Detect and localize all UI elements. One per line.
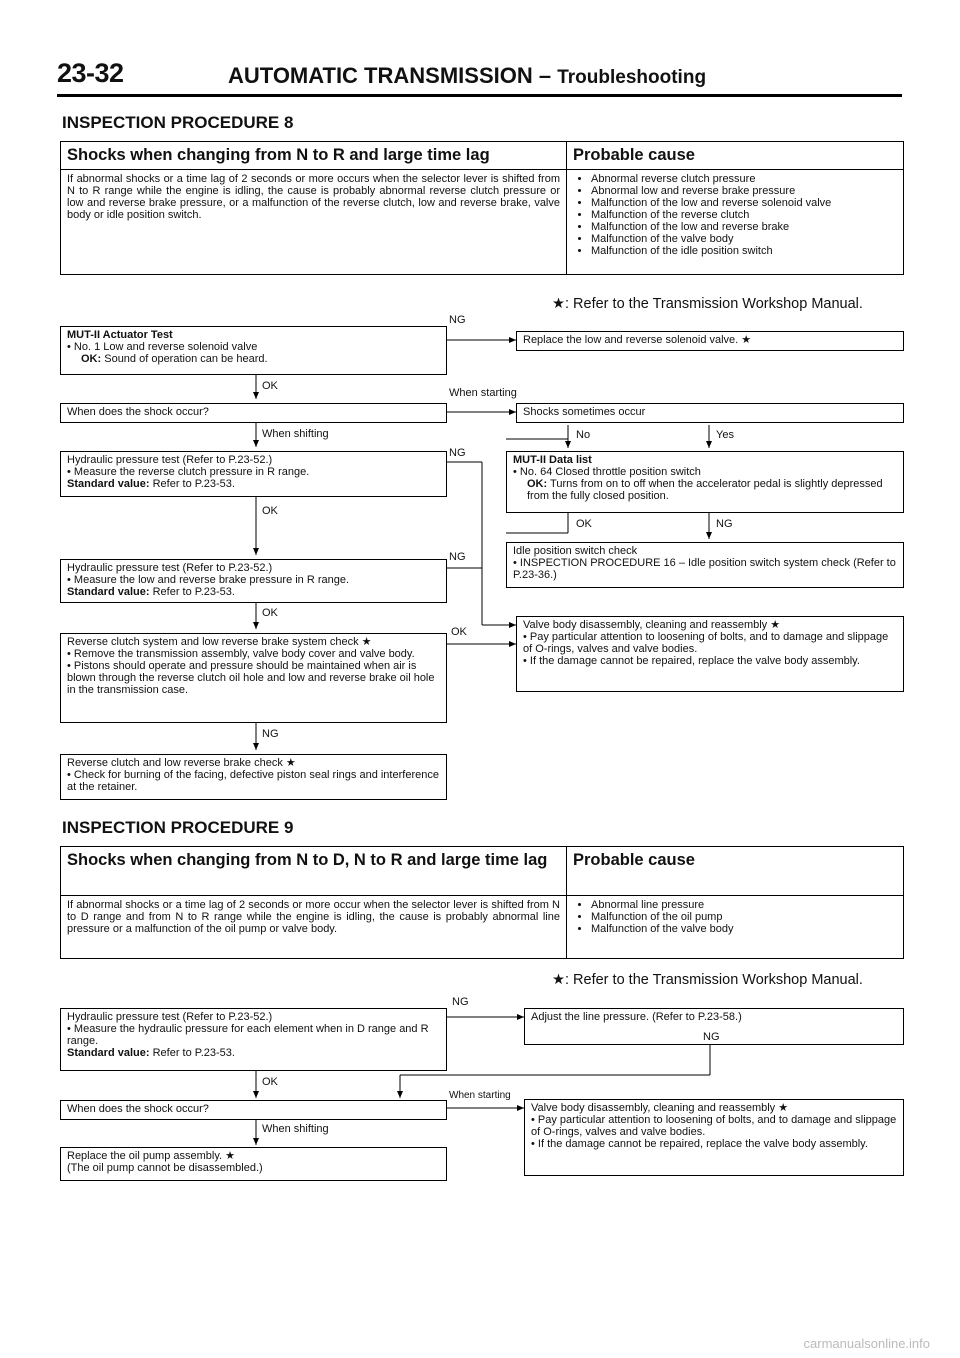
proc9-when-shock-box: When does the shock occur? (60, 1100, 447, 1120)
proc9-label-ng: NG (703, 1031, 720, 1043)
proc8-revsys-item1: • Remove the transmission assembly, valve body cover and valve body. (67, 648, 415, 660)
proc8-cause-item: • Malfunction of the reverse clutch (591, 209, 897, 221)
proc9-title: INSPECTION PROCEDURE 9 (62, 818, 294, 837)
proc8-valve-item1: • Pay particular attention to loosening of bolts, and to damage and slippage of O-rings, valves and valve bodies. (523, 631, 889, 655)
proc8-idle-title: Idle position switch check (513, 545, 638, 557)
proc8-label-ng: NG (716, 518, 733, 530)
proc9-cause-item: • Malfunction of the valve body (591, 923, 897, 935)
proc8-cause-item: • Malfunction of the valve body (591, 233, 897, 245)
proc9-valve-title: Valve body disassembly, cleaning and reassembly ★ (531, 1102, 789, 1114)
proc8-label-ng: NG (449, 314, 466, 326)
proc8-label-ok: OK (451, 626, 467, 638)
proc9-label-when-shifting: When shifting (262, 1123, 329, 1135)
proc8-shocks-sometimes-box: Shocks sometimes occur (516, 403, 904, 423)
proc8-mutdata-ok-label: OK: (527, 478, 548, 490)
proc8-mut-ok: Sound of operation can be heard. (104, 353, 268, 365)
proc8-label-ng: NG (449, 447, 466, 459)
proc9-hyd-title: Hydraulic pressure test (Refer to P.23-52.) (67, 1011, 273, 1023)
proc9-cause-item: • Abnormal line pressure (591, 899, 897, 911)
proc9-valve-item2: • If the damage cannot be repaired, replace the valve body assembly. (531, 1138, 868, 1150)
header-title: AUTOMATIC TRANSMISSION (228, 63, 533, 88)
proc8-valve-box (516, 616, 904, 692)
proc9-pump-box (60, 1147, 447, 1181)
proc8-label-ok: OK (262, 607, 278, 619)
proc9-cause-item: • Malfunction of the oil pump (591, 911, 897, 923)
proc8-hyd2-box (60, 559, 447, 603)
proc8-label-no: No (576, 429, 591, 441)
proc8-cause-item: • Abnormal reverse clutch pressure (591, 173, 897, 185)
proc8-when-shock-box: When does the shock occur? (60, 403, 447, 423)
proc9-valve-item1: • Pay particular attention to loosening of bolts, and to damage and slippage of O-rings, valves and valve bodies. (531, 1114, 897, 1138)
proc8-mut-ok-label: OK: (81, 353, 102, 365)
proc8-idle-box (506, 542, 904, 588)
proc8-cause-item: • Malfunction of the low and reverse solenoid valve (591, 197, 897, 209)
proc8-label-ok: OK (262, 380, 278, 392)
proc8-label-ng: NG (262, 728, 279, 740)
proc9-label-when-starting: When starting (449, 1090, 511, 1101)
proc8-valve-title: Valve body disassembly, cleaning and reassembly ★ (523, 619, 781, 631)
header-dash: – (538, 63, 552, 88)
proc8-symptom-heading: Shocks when changing from N to R and large time lag (61, 142, 567, 170)
proc8-mutdata-item: • No. 64 Closed throttle position switch (513, 466, 701, 478)
proc8-hyd2-item: • Measure the low and reverse brake pressure in R range. (67, 574, 350, 586)
watermark: carmanualsonline.info (803, 1336, 930, 1351)
proc8-mut-title: MUT-II Actuator Test (67, 329, 173, 341)
proc9-hyd-std-label: Standard value: (67, 1047, 150, 1059)
proc9-star-note: ★: Refer to the Transmission Workshop Manual. (552, 972, 863, 988)
proc8-hyd1-box (60, 451, 447, 497)
proc8-star-note: ★: Refer to the Transmission Workshop Manual. (552, 296, 863, 312)
proc8-hyd1-std: Refer to P.23-53. (152, 478, 235, 490)
proc8-hyd2-std-row (67, 586, 440, 598)
proc8-cause-item: • Malfunction of the low and reverse brake (591, 221, 897, 233)
proc9-cause-cell (567, 896, 904, 959)
proc8-mutdata-box (506, 451, 904, 513)
proc8-label-ok: OK (576, 518, 592, 530)
page-number: 23-32 (57, 58, 124, 88)
proc8-valve-item2: • If the damage cannot be repaired, replace the valve body assembly. (523, 655, 860, 667)
proc9-cause-heading: Probable cause (567, 847, 904, 896)
proc8-mutdata-title: MUT-II Data list (513, 454, 592, 466)
proc8-description: If abnormal shocks or a time lag of 2 seconds or more occurs when the selector lever is shifted from N to R range while the engine is idling, the cause is probably abnormal reverse clutch pressure or low and reverse brake pressure, or a malfunction of the reverse clutch, low and reverse brake, valve body or idle position switch. (61, 170, 567, 275)
proc8-cause-heading: Probable cause (567, 142, 904, 170)
proc8-revcheck-item: • Check for burning of the facing, defective piston seal rings and interference at the retainer. (67, 769, 439, 793)
proc9-cause-list (573, 899, 897, 935)
proc8-mut-actuator-box (60, 326, 447, 375)
proc9-label-ok: OK (262, 1076, 278, 1088)
proc8-hyd2-std: Refer to P.23-53. (152, 586, 235, 598)
proc9-hyd-item: • Measure the hydraulic pressure for each element when in D range and R range. (67, 1023, 429, 1047)
proc8-title: INSPECTION PROCEDURE 8 (62, 113, 294, 132)
proc9-adjust-box: Adjust the line pressure. (Refer to P.23-58.) (524, 1008, 904, 1045)
proc8-label-when-starting: When starting (449, 387, 517, 399)
proc8-revcheck-box (60, 754, 447, 800)
proc9-hyd-box (60, 1008, 447, 1071)
proc8-cause-item: • Abnormal low and reverse brake pressure (591, 185, 897, 197)
proc8-idle-item: • INSPECTION PROCEDURE 16 – Idle position switch system check (Refer to P.23-36.) (513, 557, 896, 581)
proc8-mut-item: • No. 1 Low and reverse solenoid valve (67, 341, 258, 353)
proc8-label-yes: Yes (716, 429, 734, 441)
header-subtitle: Troubleshooting (557, 67, 707, 88)
proc8-label-ng: NG (449, 551, 466, 563)
proc8-revsys-item2: • Pistons should operate and pressure should be maintained when air is blown through the reverse clutch oil hole and low and reverse brake oil hole in the transmission case. (67, 660, 435, 696)
proc9-pump-line1: Replace the oil pump assembly. ★ (67, 1150, 236, 1162)
proc9-valve-box (524, 1099, 904, 1176)
proc8-revsys-box (60, 633, 447, 723)
proc8-cause-item: • Malfunction of the idle position switch (591, 245, 897, 257)
proc8-hyd1-title: Hydraulic pressure test (Refer to P.23-52.) (67, 454, 273, 466)
proc8-revsys-title: Reverse clutch system and low reverse brake system check ★ (67, 636, 372, 648)
proc9-description: If abnormal shocks or a time lag of 2 seconds or more occur when the selector lever is shifted from N to D range and from N to R range while the engine is idling, the cause is probably abnormal line pressure or a malfunction of the oil pump or valve body. (61, 896, 567, 959)
proc8-label-ok: OK (262, 505, 278, 517)
proc8-hyd2-title: Hydraulic pressure test (Refer to P.23-52.) (67, 562, 273, 574)
proc8-replace-solenoid-box: Replace the low and reverse solenoid valve. ★ (516, 331, 904, 351)
proc8-hyd2-std-label: Standard value: (67, 586, 150, 598)
proc9-symptom-table (60, 846, 904, 959)
proc8-hyd1-std-label: Standard value: (67, 478, 150, 490)
proc8-hyd1-item: • Measure the reverse clutch pressure in R range. (67, 466, 310, 478)
proc8-label-when-shifting: When shifting (262, 428, 329, 440)
proc9-pump-line2: (The oil pump cannot be disassembled.) (67, 1162, 263, 1174)
proc8-revcheck-title: Reverse clutch and low reverse brake check ★ (67, 757, 296, 769)
proc8-mutdata-ok: Turns from on to off when the accelerator pedal is slightly depressed from the fully closed position. (527, 478, 883, 502)
proc9-symptom-heading: Shocks when changing from N to D, N to R and large time lag (61, 847, 567, 896)
proc9-label-ng: NG (452, 996, 469, 1008)
proc9-hyd-std: Refer to P.23-53. (152, 1047, 235, 1059)
proc9-hyd-std-row (67, 1047, 440, 1059)
proc8-hyd1-std-row (67, 478, 440, 490)
